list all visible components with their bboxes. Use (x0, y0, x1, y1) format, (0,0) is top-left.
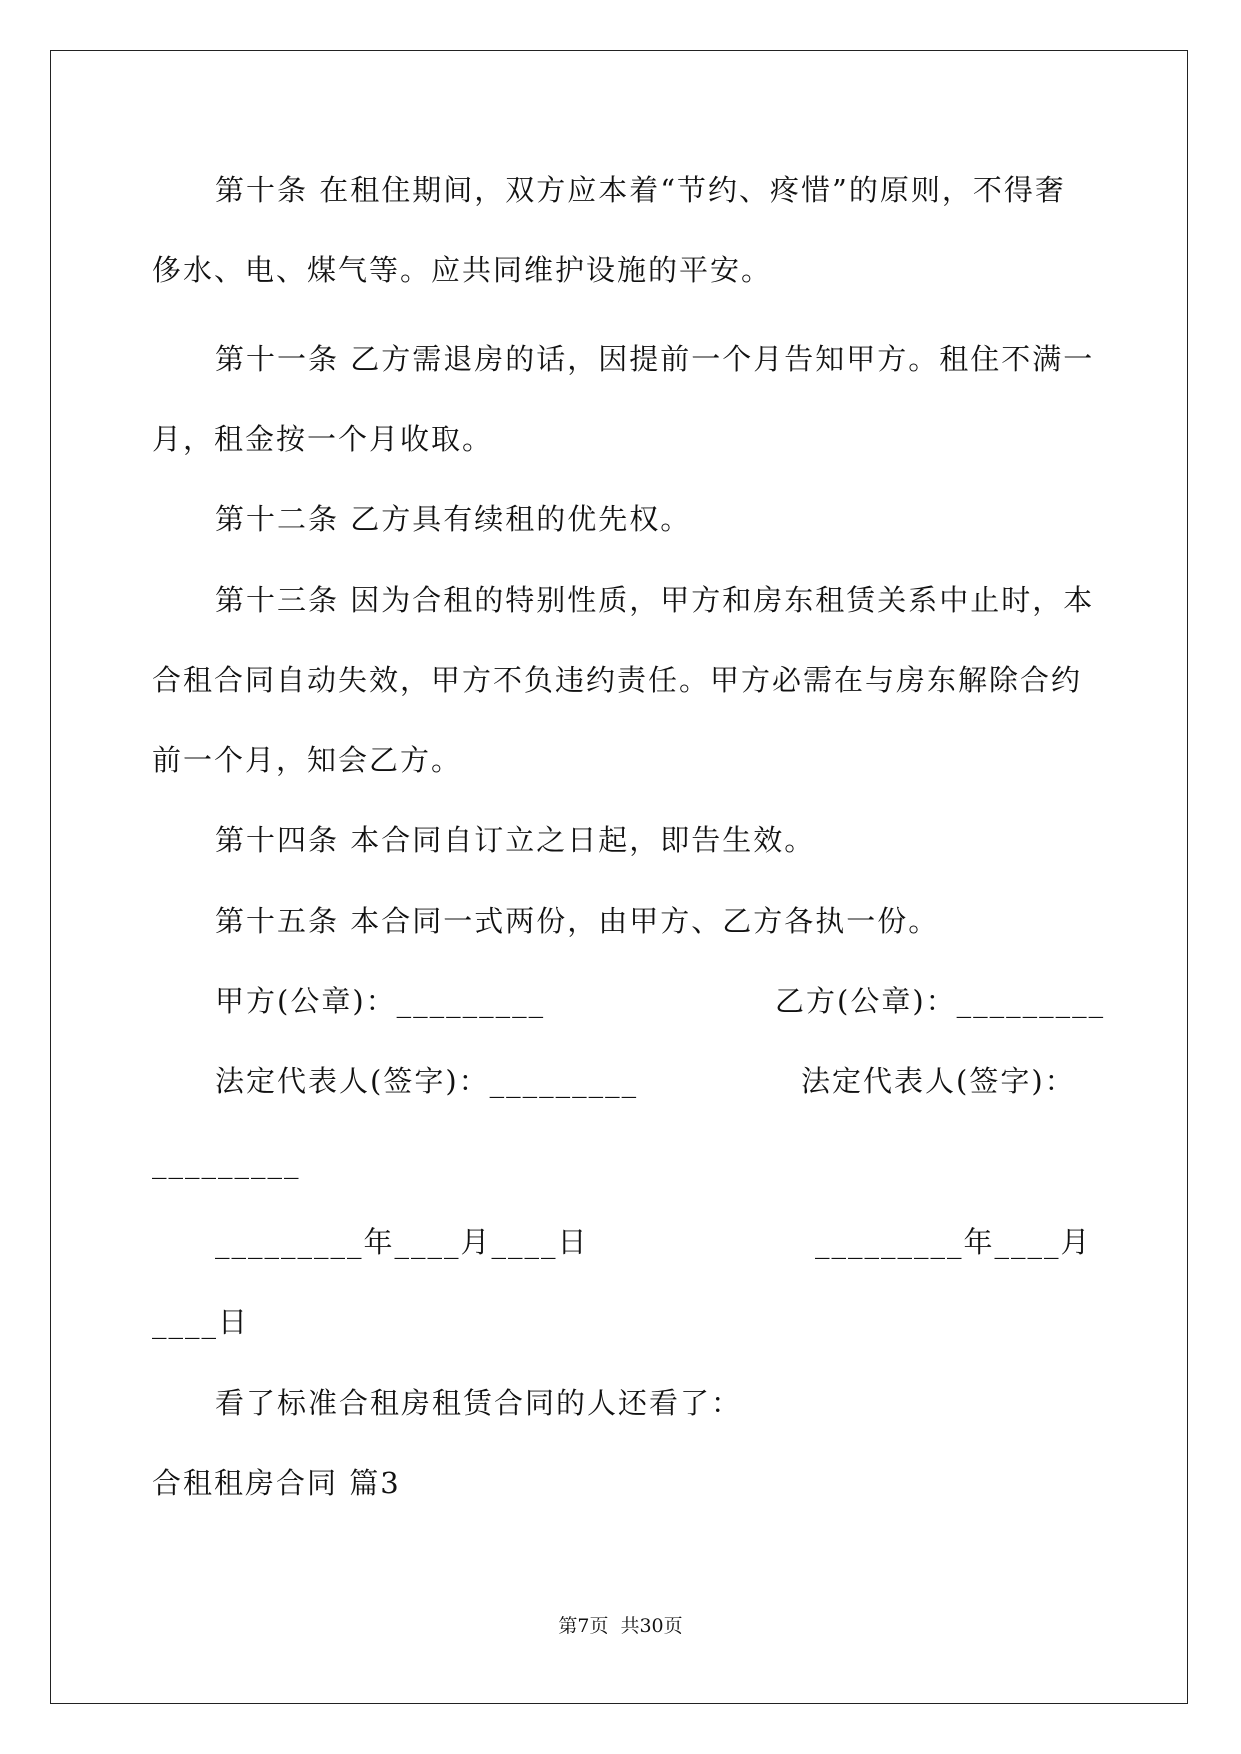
article-11-line-1: 第十一条 乙方需退房的话，因提前一个月告知甲方。租住不满一 (215, 342, 1095, 376)
total-pages-label: 共30页 (620, 1615, 683, 1637)
article-13-line-2: 合租合同自动失效，甲方不负违约责任。甲方必需在与房东解除合约 (152, 663, 1083, 697)
article-13-line-1: 第十三条 因为合租的特别性质，甲方和房东租赁关系中止时，本 (215, 583, 1095, 617)
article-14: 第十四条 本合同自订立之日起，即告生效。 (215, 823, 816, 857)
page-number (0, 1617, 1241, 1636)
date-b: _________年____月 (815, 1225, 1092, 1259)
section-heading: 合租租房合同 篇3 (152, 1466, 401, 1500)
legal-rep-b-blank: _________ (152, 1145, 301, 1179)
party-a-seal: 甲方(公章)：_________ (215, 984, 546, 1018)
article-10-line-2: 侈水、电、煤气等。应共同维护设施的平安。 (152, 253, 773, 287)
date-b-day: ____日 (152, 1305, 250, 1339)
date-a: _________年____月____日 (215, 1225, 589, 1259)
article-15: 第十五条 本合同一式两份，由甲方、乙方各执一份。 (215, 904, 940, 938)
legal-rep-a: 法定代表人(签字)：_________ (215, 1064, 639, 1098)
page-label: 第7页 (558, 1615, 609, 1637)
article-10-line-1: 第十条 在租住期间，双方应本着“节约、疼惜”的原则，不得奢 (215, 173, 1066, 207)
legal-rep-b: 法定代表人(签字)： (801, 1064, 1076, 1098)
party-b-seal: 乙方(公章)：_________ (775, 984, 1106, 1018)
page-border (50, 50, 1188, 1704)
article-11-line-2: 月，租金按一个月收取。 (152, 422, 494, 456)
article-13-line-3: 前一个月，知会乙方。 (152, 743, 463, 777)
related-intro: 看了标准合租房租赁合同的人还看了： (215, 1386, 743, 1420)
article-12: 第十二条 乙方具有续租的优先权。 (215, 502, 692, 536)
